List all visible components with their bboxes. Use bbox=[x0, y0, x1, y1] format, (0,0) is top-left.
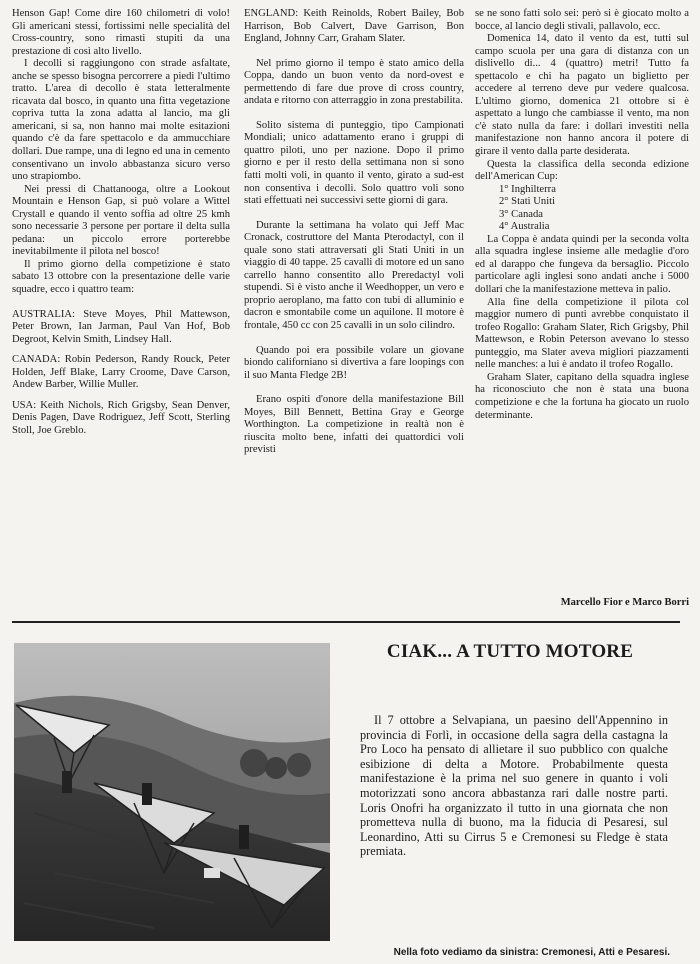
paragraph: se ne sono fatti solo sei: però si è giocato molto a bocce, al lancio degli stivali, pallavolo, ecc. bbox=[475, 8, 689, 32]
paragraph: Durante la settimana ha volato qui Jeff Mac Cronack, costruttore del Manta Pterodactyl, con il quale sono stati attraversati gli Stati Uniti in un viaggio di 40 tappe. 25 cavalli di motore ed un sano carrello hanno consentito allo Preredactyl voli stupendi. Si è visto anche il Weedhopper, un vero e proprio aeroplano, ma fatto con tubi di alluminio e dacron e smontabile come un aquilone. Il motore è frontale, 450 cc con 25 cavalli in un solo cilindro. bbox=[244, 219, 464, 332]
paragraph: Quando poi era possibile volare un giovane biondo californiano si divertiva a fare loopings con il suo Manta Fledge 2B! bbox=[244, 344, 464, 381]
team-england: ENGLAND: Keith Reinolds, Robert Bailey, Bob Harrison, Bob Calvert, Dave Garrison, Bon England, Johnny Carr, Graham Slater. bbox=[244, 8, 464, 45]
section-divider bbox=[12, 621, 680, 623]
paragraph: Il 7 ottobre a Selvapiana, un paesino dell'Appennino in provincia di Forlì, in occasione della sagra della castagna la Pro Loco ha pensato di allietare il suo pubblico con qualche esibizione di delta a Motore. Probabilmente questa manifestazione è la prima nel suo genere in quanto i voli motorizzati sono ancora abbastanza rari dalle nostre parti. Loris Onofri ha organizzato il tutto in una giornata che non prometteva nulla di buono, ma la fiducia di Pesaresi, sul Leonardino, Atti su Cirrus 5 e Cremonesi su Fledge è stata premiata. bbox=[360, 713, 668, 859]
paragraph: Erano ospiti d'onore della manifestazione Bill Moyes, Bill Bennett, Bettina Gray e George Worthington. La competizione in realtà non è riuscita molto bene, infatti dei quattordici voli previsti bbox=[244, 394, 464, 456]
team-canada: CANADA: Robin Pederson, Randy Rouck, Peter Holden, Jeff Blake, Larry Croome, Dave Carson, Andew Barber, Willie Muller. bbox=[12, 354, 230, 391]
paragraph: Il primo giorno della competizione è stato sabato 13 ottobre con la presentazione delle varie squadre, ecco i quattro team: bbox=[12, 258, 230, 296]
ranking-list bbox=[475, 184, 689, 234]
paragraph: Henson Gap! Come dire 160 chilometri di volo! Gli americani stessi, fortissimi nelle specialità del Cross-country, sono rimasti stupiti da una prestazione di così alto livello. bbox=[12, 8, 230, 57]
team-australia: AUSTRALIA: Steve Moyes, Phil Mattewson, Peter Brown, Ian Jarman, Paul Van Hof, Bob Degroot, Kelvin Smith, Lindsey Hall. bbox=[12, 308, 230, 345]
author-signature: Marcello Fior e Marco Borri bbox=[560, 597, 689, 608]
photo-illustration bbox=[14, 643, 330, 941]
article-column-1 bbox=[12, 8, 230, 438]
article-body bbox=[360, 713, 668, 859]
paragraph: La Coppa è andata quindi per la seconda volta alla squadra inglese insieme alle medaglie d'oro ed al darappo che fungeva da bersaglio. Piccolo particolare agli inglesi sono andati anche i 5000 dollari che la manifestazione metteva in palio. bbox=[475, 233, 689, 296]
paragraph: Questa la classifica della seconda edizione dell'American Cup: bbox=[475, 158, 689, 183]
article-headline: CIAK... A TUTTO MOTORE bbox=[386, 641, 634, 662]
article-column-2 bbox=[244, 8, 464, 457]
paragraph: I decolli si raggiungono con strade asfaltate, anche se spesso bisogna percorrere a piedi l'ultimo tratto. L'area di decollo è stata letteralmente ricavata dal bosco, in quanto una fitta vegetazione copriva tutta la zona adatta al lancio, ma gli americani, si sa, non hanno mai molte esitazioni quando c'è da fare spettacolo e da ammucchiare dollari. Due rampe, una di legno ed una in cemento consentivano un involo abbastanza sicuro verso uno strapiombo. bbox=[12, 58, 230, 183]
paragraph: Nel primo giorno il tempo è stato amico della Coppa, dando un buon vento da nord-ovest e permettendo di fare due prove di cross country, andata e ritorno con atterraggio in zona prestabilita. bbox=[244, 57, 464, 107]
ranking-item: 3° Canada bbox=[499, 208, 543, 220]
paragraph: Alla fine della competizione il pilota col maggior numero di punti avrebbe conquistato il trofeo Rogallo: Graham Slater, Rich Grigsby, Phil Mattewson, e Robin Peterson avevano lo stesso punteggio, ma Slater aveva migliori piazzamenti nelle manches: a lui è andato il trofeo Rogallo. bbox=[475, 296, 689, 371]
ranking-item: 1° Inghilterra bbox=[499, 183, 556, 195]
team-usa: USA: Keith Nichols, Rich Grigsby, Sean Denver, Denis Pagen, Dave Rodriguez, Jeff Scott, Sterling Stoll, Joe Greblo. bbox=[12, 399, 230, 436]
paragraph: Graham Slater, capitano della squadra inglese ha riconosciuto che non è stata una buona competizione e che la fortuna ha giocato un ruolo determinante. bbox=[475, 371, 689, 421]
paragraph: Nei pressi di Chattanooga, oltre a Lookout Mountain e Henson Gap, si può volare a Wittel Crystall e quando il vento soffia ad oltre 25 kmh sono necessarie 3 persone per portare il delta sulla pedana: un piccolo errore porterebbe inevitabilmente il pilota nel bosco! bbox=[12, 183, 230, 258]
paragraph: Domenica 14, dato il vento da est, tutti sul campo scuola per una gara di distanza con un dislivello di... 4 (quattro) metri! Tutto fa spettacolo e chi ha pagato un biglietto per accedere al terreno deve pur vedere qualcosa. L'ultimo giorno, domenica 21 ottobre si è aspettato a lungo che cambiasse il vento, ma non c'è stato nulla da fare: i dollari investiti nella manifestazione non hanno ancora il potere di girare il vento dalla parte desiderata. bbox=[475, 33, 689, 158]
photo-caption: Nella foto vediamo da sinistra: Cremonesi, Atti e Pesaresi. bbox=[393, 947, 670, 958]
hang-glider-photo bbox=[14, 643, 330, 941]
article-column-3 bbox=[475, 8, 689, 422]
paragraph: Solito sistema di punteggio, tipo Campionati Mondiali; unico adattamento erano i gruppi di quattro piloti, uno per nazione. Dopo il primo giorno e per il resto della settimana non si sono fatti molti voli, in quanto il vento, girato a sud-est non consentiva i decolli. Solo quattro voli sono stati effettuati nei successivi sette giorni di gara. bbox=[244, 119, 464, 207]
ranking-item: 2° Stati Uniti bbox=[499, 196, 556, 208]
ranking-item: 4° Australia bbox=[499, 221, 550, 233]
